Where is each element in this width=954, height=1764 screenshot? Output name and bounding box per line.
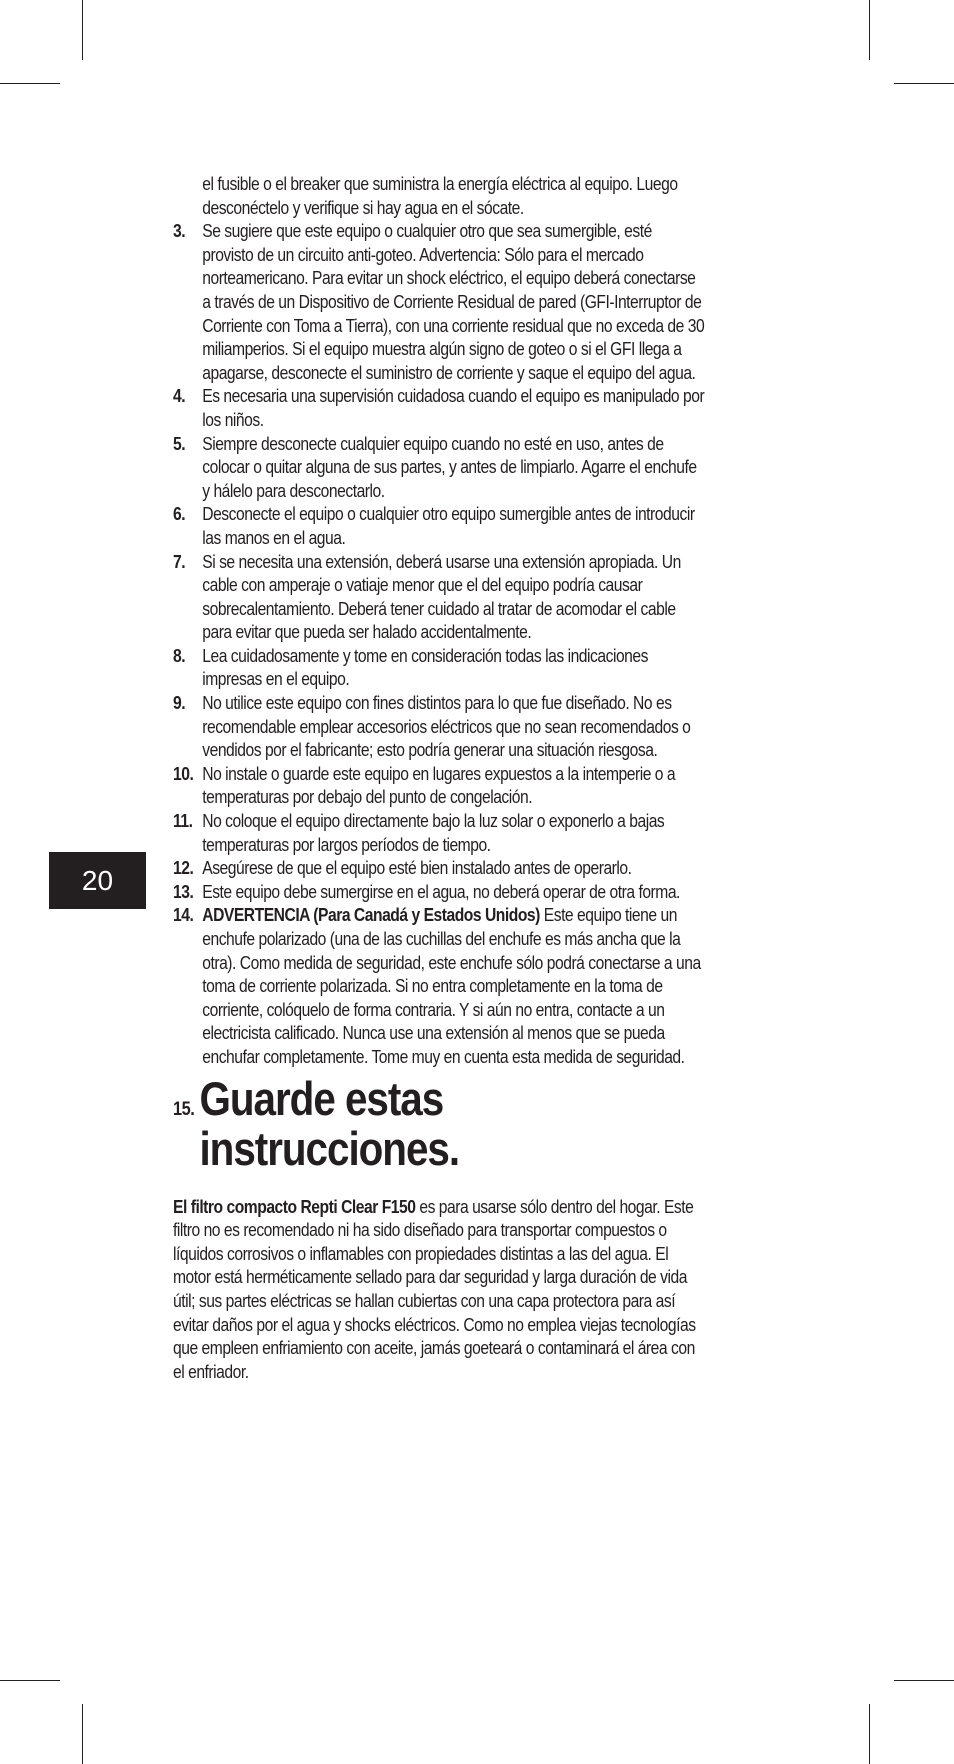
closing-text: es para usarse sólo dentro del hogar. Este filtro no es recomendado ni ha sido diseñado para transportar compuestos o líquidos corrosivos o inflamables con propiedades distintas a las del agua. El motor está herméticamente sellado para dar seguridad y larga duración de vida útil; sus partes eléctricas se hallan cubiertas con una capa protectora para así evitar daños por el agua y shocks eléctricos. Como no emplea viejas tecnologías que empleen enfriamiento con aceite, jamás goeteará o contaminará el área con el enfriador.: [173, 1196, 696, 1382]
crop-mark-top-left-vertical: [82, 0, 83, 60]
item-text: Si se necesita una extensión, deberá usarse una extensión apropiada. Un cable con amperaje o vatiaje menor que el del equipo podría causar sobrecalentamiento. Deberá tener cuidado al tratar de acomodar el cable para evitar que pueda ser halado accidentalmente.: [202, 551, 681, 643]
item-number: 7.: [173, 551, 186, 572]
item-text: Se sugiere que este equipo o cualquier otro que sea sumergible, esté provisto de un circuito anti-goteo. Advertencia: Sólo para el mercado norteamericano. Para evitar un shock eléctrico, el equipo deberá conectarse a través de un Dispositivo de Corriente Residual de pared (GFI-Interruptor de Corriente con Toma a Tierra), con una corriente residual que no exceda de 30 miliamperios. Si el equipo muestra algún signo de goteo o si el GFI llega a apagarse, desconecte el suministro de corriente y saque el equipo del agua.: [202, 221, 705, 383]
item-number: 8.: [173, 645, 186, 666]
document-body: [173, 173, 706, 1384]
item-text: [202, 904, 706, 1069]
list-item-10: [173, 763, 706, 810]
item-text: Es necesaria una supervisión cuidadosa cuando el equipo es manipulado por los niños.: [202, 386, 705, 430]
item-text: No instale o guarde este equipo en lugares expuestos a la intemperie o a temperaturas por debajo del punto de congelación.: [202, 763, 676, 808]
list-item-12: [173, 857, 706, 881]
intro-continuation: el fusible o el breaker que suministra la energía eléctrica al equipo. Luego desconéctelo y verifique si hay agua en el sócate.: [202, 174, 678, 218]
section-heading: [173, 1071, 706, 1175]
list-item-6: [173, 503, 706, 550]
crop-mark-bottom-right-horizontal: [894, 1680, 954, 1681]
item-number: 6.: [173, 504, 186, 525]
item-number: 4.: [173, 386, 186, 407]
crop-mark-bottom-right-vertical: [869, 1704, 870, 1764]
item-text: Este equipo debe sumergirse en el agua, no deberá operar de otra forma.: [202, 881, 680, 902]
item-text: Asegúrese de que el equipo esté bien instalado antes de operarlo.: [202, 858, 632, 879]
item-number: 3.: [173, 221, 186, 242]
list-item-11: [173, 810, 706, 857]
item-number: 5.: [173, 433, 186, 454]
list-item-5: [173, 433, 706, 504]
list-item-14: [173, 904, 706, 1069]
heading-title: Guarde estas instrucciones.: [199, 1071, 460, 1175]
list-item-4: [173, 385, 706, 432]
list-item-9: [173, 692, 706, 763]
heading-number: 15.: [173, 1098, 195, 1120]
warning-text: Este equipo tiene un enchufe polarizado (una de las cuchillas del enchufe es más ancha que la otra). Como medida de seguridad, este enchufe sólo podrá conectarse a una toma de corriente polarizada. Si no entra completamente en la toma de corriente, colóquelo de forma contraria. Y si aún no entra, contacte a un electricista calificado. Nunca use una extensión al menos que se pueda enchufar completamente. Tome muy en cuenta esta medida de seguridad.: [202, 905, 701, 1067]
crop-mark-bottom-left-horizontal: [0, 1680, 60, 1681]
item-number: 12.: [173, 858, 194, 879]
crop-mark-top-left-horizontal: [0, 83, 60, 84]
item-number: 10.: [173, 763, 194, 784]
item-text: No coloque el equipo directamente bajo la luz solar o exponerlo a bajas temperaturas por largos períodos de tiempo.: [202, 811, 665, 855]
item-number: 9.: [173, 693, 186, 714]
page-number-tab: [49, 852, 146, 909]
list-item-8: [173, 645, 706, 692]
crop-mark-top-right-vertical: [869, 0, 870, 60]
item-text: Siempre desconecte cualquier equipo cuando no esté en uso, antes de colocar o quitar alguna de sus partes, y antes de limpiarlo. Agarre el enchufe y hálelo para desconectarlo.: [202, 433, 697, 501]
instruction-list: [173, 220, 706, 1069]
product-name: El filtro compacto Repti Clear F150: [173, 1196, 416, 1217]
list-item-13: [173, 881, 706, 905]
closing-paragraph: [173, 1196, 706, 1385]
crop-mark-top-right-horizontal: [894, 83, 954, 84]
list-item-3: [173, 220, 706, 385]
warning-label: ADVERTENCIA (Para Canadá y Estados Unidos): [202, 905, 540, 926]
item-number: 11.: [173, 811, 193, 832]
crop-mark-bottom-left-vertical: [82, 1704, 83, 1764]
item-text: Desconecte el equipo o cualquier otro equipo sumergible antes de introducir las manos en el agua.: [202, 504, 695, 548]
item-text: No utilice este equipo con fines distintos para lo que fue diseñado. No es recomendable emplear accesorios eléctricos que no sean recomendados o vendidos por el fabricante; esto podría generar una situación riesgosa.: [202, 693, 691, 761]
page-number: 20: [81, 864, 114, 896]
item-text: Lea cuidadosamente y tome en consideración todas las indicaciones impresas en el equipo.: [202, 645, 648, 690]
item-number: 13.: [173, 881, 194, 902]
list-item-7: [173, 551, 706, 645]
item-number: 14.: [173, 905, 194, 926]
